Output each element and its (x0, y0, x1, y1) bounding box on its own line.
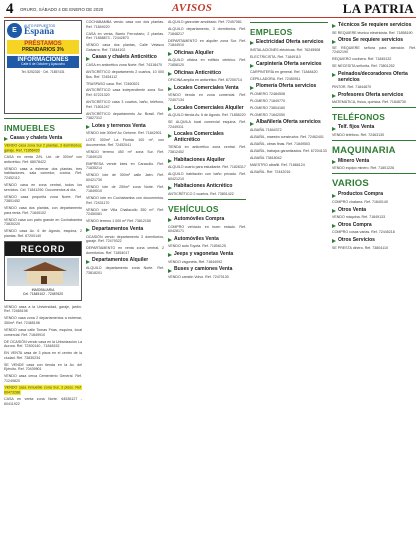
record-line-2: Cel. 71845102 - 72487620 (22, 292, 64, 296)
newspaper-masthead: LA PATRIA (342, 1, 414, 16)
ad-text: DE OCASIÓN vendo casa en la Urbanización La Aurora. Ref. 72300140 - 71848152 (4, 339, 82, 349)
espana-promo-title: PRÉSTAMOS (24, 41, 62, 47)
classified-ad (168, 244, 246, 249)
classified-ad (250, 142, 328, 147)
record-name: RECORD (5, 242, 81, 256)
espana-contact: Tel. 5252320 · Cel. 71857431 (21, 69, 65, 74)
ad-text: VENDO lote de 300m² calle Jaén. Ref. 60421730 (86, 173, 164, 182)
section-rule (250, 22, 328, 23)
arrow-right-icon (250, 64, 254, 68)
ad-text: VENDO camión Volvo. Ref. 72470130 (168, 274, 229, 279)
category-title: Profesores Oferta servicios (338, 91, 404, 98)
category-heading (332, 72, 416, 83)
ad-text: VENDO lote de 250m² zona Norte. Ref. 71849010 (86, 184, 164, 194)
column-3 (168, 20, 246, 542)
ad-text: VENDO casa en zona central, todos los servicios. Cel. 71841290. Documentos al día. (4, 182, 82, 192)
category-title: Locales Comerciales Alquiler (174, 104, 244, 111)
espana-info-detail: Calle 6 de Octubre y Ayacucho (21, 62, 65, 67)
classified-section-heading: TELÉFONOS (332, 112, 385, 123)
ad-text: CASA en venta Z/N. Lte. de 300m² con anticrético. Ref. 68078422 (4, 155, 82, 164)
classified-ad (332, 230, 416, 235)
classified-ad (86, 235, 164, 244)
category-title: Albañilería Oferta servicios (256, 119, 321, 126)
section-rule (4, 118, 82, 119)
category-title: Telf. fijos Venta (338, 124, 375, 131)
ad-text: ALBAÑIL 71844372 (250, 128, 282, 133)
espana-info (7, 56, 79, 68)
classified-ad (168, 113, 246, 118)
classified-ad (86, 219, 164, 224)
classified-ad (250, 149, 328, 154)
espana-promo (7, 40, 79, 54)
ad-text: VENDO vagoneta. Ref. 71844092 (168, 259, 223, 264)
ad-text: OFICINA amplia en anticrético. Ref. 67200714 (168, 78, 242, 83)
category-title: Habitaciones Anticrético (174, 183, 233, 190)
classified-section-heading: VARIOS (332, 178, 369, 190)
classified-ad (86, 266, 164, 275)
category-title: Locales Comerciales Venta (174, 84, 239, 91)
ad-text: SE PRESTA dinero. Ref. 73804110 (332, 245, 389, 250)
classified-ad (168, 27, 246, 36)
ad-text: SE NECESITA señorita. Ref. 73801252 (332, 64, 395, 69)
ad-text: VENDO casa a estrenar dos plantas, tres habitaciones, sala comedor, cocina. Ref. 72452112 (4, 166, 82, 180)
ad-text: VENDO terreno 1 000 m² Ref. 73812150 (86, 219, 151, 224)
classified-ad (4, 386, 82, 395)
category-title: Otros Venta (338, 206, 367, 213)
category-heading (332, 192, 416, 198)
arrow-right-icon (168, 218, 172, 222)
arrow-right-icon (168, 159, 172, 163)
classified-ad (4, 305, 82, 314)
highlighted-ad-text: VENDO casa inmueble zona Sur, 3 pisos. Ref. 60473288 (4, 385, 82, 395)
classified-ad (86, 70, 164, 79)
classified-ad (168, 39, 246, 48)
ad-text: CASA en venta zona Norte. 64536127 - 60411922 (4, 397, 82, 407)
classified-ad (332, 31, 416, 36)
category-heading (332, 125, 416, 131)
classified-ad (332, 133, 416, 138)
edition-date: ORURO, SÁBADO 4 DE ENERO DE 2020 (20, 7, 104, 12)
ad-text: COMPRO vehículo en buen estado. Ref. 60428171 (168, 224, 246, 234)
page-number: 4 (6, 1, 14, 17)
ad-text: VENDO lote en Cochabamba con documentos. Ref. 72431170 (86, 196, 164, 205)
classified-ad (86, 82, 164, 87)
arrow-right-icon (332, 239, 336, 243)
classified-ad (250, 106, 328, 111)
ad-text: VENDO casa zona 2 departamentos a estrenar, 350m². Ref. 72465198 (4, 316, 82, 325)
ad-text: VENDO lote Villa Challacollo 350 m². Ref. 72450081 (86, 207, 164, 217)
classified-section-heading: INMUEBLES (4, 123, 56, 133)
ad-text: VENDO tienda en zona comercial. Ref. 72407134 (168, 93, 246, 102)
house-door-icon (41, 276, 47, 284)
arrow-right-icon (332, 94, 336, 98)
ad-text: ALBAÑIL. Ref. 72442016 (250, 169, 291, 174)
classified-ad (332, 46, 416, 55)
classified-ad (4, 351, 82, 360)
arrow-right-icon (332, 209, 336, 213)
ad-text: ANTICRÉTICO departamento 2 cuartos, 10 000 $us. Ref. 72454112 (86, 69, 164, 79)
classified-ad (250, 135, 328, 140)
category-heading (168, 132, 246, 143)
house-roof-icon (23, 262, 67, 271)
ad-text: PLOMERO 71849770 (250, 98, 285, 103)
section-rule (168, 199, 246, 200)
category-heading (250, 120, 328, 126)
category-title: Plomería Oferta servicios (256, 83, 317, 90)
ad-text: ALQUILO departamento, 3 dormitorios. Ref. 71848217 (168, 26, 246, 36)
classified-ad (4, 167, 82, 181)
category-title: Automóviles Compra (174, 215, 225, 222)
classified-ad (4, 328, 82, 337)
arrow-right-icon (332, 224, 336, 228)
ad-text: ALBAÑIL, maestro constructor. Ref. 72462401 (250, 135, 324, 140)
classified-ad (86, 131, 164, 136)
classified-ad (4, 363, 82, 372)
arrow-right-icon (168, 72, 172, 76)
ad-text: DEPARTAMENTO en alquiler zona Sur. Ref. 71844910 (168, 38, 246, 48)
ad-text: SE REQUIERE señora para atención. Ref. 72402190 (332, 45, 416, 55)
arrow-right-icon (332, 160, 336, 164)
record-ad-slot (4, 241, 82, 305)
arrow-right-icon (168, 107, 172, 111)
category-heading (168, 106, 246, 112)
record-line-1: INMOBILIARIA (31, 288, 55, 292)
ad-text: ALQUILO departamento zona Norte. Ref. 73818201 (86, 266, 164, 275)
category-title: Productos Compra (338, 191, 384, 198)
classified-ad (86, 20, 164, 29)
classified-ad (86, 63, 164, 68)
arrow-right-icon (168, 253, 172, 257)
ad-text: ALQUILO habitación con baño privado. Ref. 60421210 (168, 172, 246, 181)
ad-text: VENDO auto Toyota. Ref. 71806125 (168, 244, 226, 249)
ad-text: PLOMERO 72484508 (250, 91, 285, 96)
ad-text: PINTOR. Ref. 71844870 (332, 85, 372, 90)
ad-text: REQUIERO cocinera. Ref. 71845132 (332, 57, 392, 62)
espana-brand-top: AUTO REPUESTOS (24, 24, 56, 28)
category-heading (86, 258, 164, 264)
ad-text: SE REQUIERE técnico electricista. Ref. 71858190 (332, 30, 413, 35)
ad-text: LOTE 300m² La Florida 100 m², con documentos. Ref. 72452041 (86, 138, 164, 147)
ad-text: VENDO casa pequeña zona Norte. Ref. 73801452 (4, 194, 82, 204)
ad-text: OCASIÓN vendo departamento 3 dormitorios, garaje. Ref. 72479322 (86, 234, 164, 244)
arrow-right-icon (250, 86, 254, 90)
category-title: Otros Servicios (338, 237, 375, 244)
arrow-right-icon (332, 24, 336, 28)
ad-text: DEPARTAMENTO en venta zona central, 2 dormitorios. Ref. 71854017 (86, 246, 164, 255)
category-heading (168, 86, 246, 92)
ad-text: VENDO casa calle Tomas Frías, esquina, local comercial. Ref. 71849910 (4, 327, 82, 337)
category-title: Departamentos Venta (92, 226, 144, 233)
classified-ad (86, 173, 164, 182)
arrow-right-icon (250, 41, 254, 45)
ad-text: PLOMERO 73804160 (250, 105, 285, 110)
column-2-listings (86, 20, 164, 275)
classified-ad (332, 57, 416, 62)
category-heading (168, 51, 246, 57)
classified-ad (86, 150, 164, 159)
classified-ad (4, 218, 82, 227)
arrow-right-icon (86, 228, 90, 232)
category-title: Minero Venta (338, 157, 370, 164)
column-5 (332, 20, 416, 542)
category-title: Habitaciones Alquiler (174, 156, 225, 163)
record-display-ad (4, 241, 82, 301)
arrow-right-icon (168, 238, 172, 242)
category-heading (168, 217, 246, 223)
category-heading (86, 227, 164, 233)
category-heading (250, 40, 328, 46)
ad-text: VENDO terreno 450 m² zona Sur. Ref. 71849120 (86, 149, 164, 159)
category-title: Departamentos Alquiler (92, 257, 149, 264)
ad-text: VENDO casa Av. 6 de Agosto, esquina, 2 plantas. Ref. 67200140 (4, 229, 82, 238)
arrow-right-icon (86, 125, 90, 129)
classified-ad (168, 58, 246, 67)
classified-ad (86, 100, 164, 109)
classified-ad (250, 77, 328, 82)
ad-text: TRASPASO casa. Ref. 72460521 (86, 81, 140, 86)
classified-ad (332, 166, 416, 171)
ad-text: EMPRESA vende lotes en Caracollo. Ref. 71835214 (86, 161, 164, 171)
classified-ad (86, 138, 164, 147)
ad-text: VENDO casa con patio grande en Cochabamba 73830220 (4, 217, 82, 227)
ad-text: MATEMÁTICA, física, química. Ref. 71848730 (332, 100, 406, 105)
ad-text: ALBAÑIL, trabajos garantizados. Ref. 67204133 (250, 149, 327, 154)
classified-ad (168, 93, 246, 102)
category-title: Oficinas Anticrético (174, 69, 222, 76)
ad-text: VENDO casa dos plantas, Calle Velasco Galvarro. Ref. 71844102 (86, 43, 164, 52)
arrow-right-icon (86, 57, 90, 61)
classified-ad (168, 275, 246, 280)
category-heading (332, 208, 416, 214)
ad-text: PLOMERO 71842050 (250, 112, 285, 117)
classified-ad (250, 99, 328, 104)
category-heading (168, 252, 246, 258)
classified-ad (4, 229, 82, 238)
column-4 (250, 20, 328, 542)
category-heading (168, 71, 246, 77)
classified-ad (168, 145, 246, 154)
highlighted-ad-text: VENDO casa zona Sur 2 plantas, 3 dormitorios, garaje. Ref. 71856420 (4, 143, 82, 153)
category-heading (168, 237, 246, 243)
classified-ad (168, 165, 246, 170)
classified-ad (250, 113, 328, 118)
ad-text: VENDO teléfono. Ref. 72463130 (332, 132, 385, 137)
category-title: Jeeps y vagonetas Venta (174, 250, 234, 257)
classified-ad (168, 78, 246, 83)
column-2 (86, 20, 164, 542)
classified-ad (332, 85, 416, 90)
ad-text: TIENDA en anticrético zona central. Ref. 73812452 (168, 145, 246, 155)
arrow-right-icon (168, 134, 172, 138)
espana-promo-subtitle: PRENDARIOS 3% (22, 47, 64, 54)
category-title: Locales Comerciales Anticrético (174, 131, 224, 143)
category-heading (168, 158, 246, 164)
ad-text: ALQUILO garzonier amoblado. Ref. 72457081 (168, 20, 242, 24)
ad-text: COMPRO cosas varias. Ref. 72445218 (332, 230, 395, 235)
ad-text: VENDO casa dos plantas, con departamento para renta. Ref. 71845102 (4, 206, 82, 215)
arrow-right-icon (168, 87, 172, 91)
classified-section-heading: MAQUINARIA (332, 144, 396, 156)
classified-ad (4, 316, 82, 325)
section-rule (332, 173, 416, 174)
ad-text: ALQUILO cuarto para estudiante. Ref. 71826317 (168, 165, 246, 170)
classified-ad (250, 156, 328, 161)
classified-ad (86, 162, 164, 171)
category-heading (332, 23, 416, 29)
classified-ad (86, 88, 164, 97)
classified-ad (332, 100, 416, 105)
section-title: AVISOS (172, 2, 213, 14)
arrow-right-icon (332, 40, 336, 44)
arrow-right-icon (332, 194, 336, 198)
category-title: Otros Compra (338, 221, 372, 228)
classified-ad (86, 185, 164, 194)
arrow-right-icon (4, 137, 8, 141)
classified-ad (332, 215, 416, 220)
espana-logo-icon: E (7, 23, 22, 38)
classified-ad (168, 192, 246, 197)
category-title: Lotes y terrenos Venta (92, 122, 146, 129)
category-title: Casas y chalets Venta (10, 135, 63, 141)
category-heading (86, 55, 164, 61)
espana-brand: España (24, 27, 55, 37)
arrow-right-icon (168, 52, 172, 56)
classified-ad (250, 170, 328, 175)
ad-text: SE ALQUILA local comercial esquina. Ref. 72449311 (168, 120, 246, 129)
classified-ad (86, 43, 164, 52)
classified-ad (168, 260, 246, 265)
category-heading (332, 93, 416, 99)
classified-ad (4, 374, 82, 383)
arrow-right-icon (332, 127, 336, 131)
espana-display-ad (4, 20, 82, 114)
category-heading (332, 38, 416, 44)
ad-text: EN VENTA casa de 3 pisos en el centro de la ciudad. Ref. 73830234 (4, 351, 82, 360)
category-heading (86, 124, 164, 130)
column-5-listings (332, 23, 416, 250)
ad-text: CASA en anticrético zona Norte. Ref. 74318470 (86, 62, 163, 67)
classified-ad (86, 208, 164, 217)
category-title: Automóviles Venta (174, 235, 219, 242)
ad-text: VENDO equipo minero. Ref. 71801226 (332, 166, 395, 171)
classified-ad (86, 112, 164, 121)
category-heading (250, 62, 328, 68)
ad-text: SE VENDE casa con tienda en la Av. del Ejército. Ref. 70439901 (4, 362, 82, 372)
section-rule (332, 107, 416, 108)
arrow-right-icon (86, 260, 90, 264)
category-title: Peinados/decoradores Oferta servicios (338, 70, 408, 83)
classified-ad (168, 20, 246, 25)
espana-info-title: INFORMACIONES (17, 57, 69, 64)
classified-ad (86, 246, 164, 255)
category-title: Otros Se requiere servicios (338, 37, 404, 44)
category-heading (168, 267, 246, 273)
classified-section-heading: VEHÍCULOS (168, 203, 219, 214)
classified-ad (168, 225, 246, 234)
classified-ad (4, 340, 82, 349)
ad-text: CASA en venta, Barrio Ferroviario, 2 plantas. Ref. 71858873 - 72442873 (86, 31, 164, 41)
house-illustration (7, 258, 79, 286)
category-title: Casas y chalets Anticrético (92, 54, 157, 61)
ad-text: MAESTRO albañil. Ref. 71866124 (250, 163, 305, 167)
category-heading (332, 159, 416, 165)
category-title: Oficinas Alquiler (174, 49, 214, 56)
classified-section-heading: EMPLEOS (250, 27, 293, 37)
classified-ad (4, 397, 82, 406)
category-title: Carpintería Oferta servicios (256, 61, 322, 68)
classified-ad (250, 92, 328, 97)
arrow-right-icon (168, 186, 172, 190)
column-4-listings (250, 22, 328, 175)
ad-text: ALQUILO tienda Av. 6 de Agosto. Ref. 71858220 (168, 113, 246, 118)
ad-text: ANTICRÉTICO 2 cuartos. Ref. 73801422 (168, 192, 234, 196)
category-heading (250, 84, 328, 90)
classified-ad (250, 70, 328, 75)
category-title: Buses y camiones Venta (174, 266, 233, 273)
category-heading (4, 136, 82, 142)
classified-ad (86, 196, 164, 205)
ad-text: ANTICRÉTICO departamento Av. Brasil. Ref. 73827312 (86, 111, 164, 121)
ad-text: CARPINTERÍA en general. Ref. 71848420 (250, 69, 318, 74)
ad-text: VENDO máquina. Ref. 71849133 (332, 215, 386, 220)
category-title: Técnicos Se requiere servicios (338, 22, 412, 28)
ad-text: VENDO lote 300m² Av. Dehene. Ref. 71842901 (86, 131, 162, 136)
section-rule (332, 140, 416, 141)
classified-ad (250, 128, 328, 133)
ad-text: ALBAÑIL, obras finas. Ref. 71849503 (250, 142, 310, 147)
classified-ad (4, 144, 82, 153)
ad-text: CEPILLADORA. Ref. 72450911 (250, 76, 301, 81)
arrow-right-icon (332, 73, 336, 77)
classified-ad (168, 120, 246, 129)
classified-ad (168, 172, 246, 181)
column-3-listings (168, 20, 246, 279)
category-title: Electricidad Oferta servicios (256, 39, 324, 45)
ad-text: ANTICRÉTICO casa independiente zona Sur. Ref. 67221320 (86, 88, 164, 98)
page-header (4, 2, 416, 18)
ad-text: ELECTRICISTA. Ref. 71849110 (250, 54, 301, 59)
category-heading (332, 238, 416, 244)
ad-text: ANTICRÉTICO casa 3 cuartos, baño, teléfono, Ref. 71801247 (86, 100, 164, 109)
classified-ad (250, 48, 328, 53)
ad-text: INSTALACIONES eléctricas. Ref. 76245908 (250, 47, 321, 52)
category-heading (332, 223, 416, 229)
classified-ad (332, 64, 416, 69)
classified-ad (250, 163, 328, 168)
arrow-right-icon (168, 269, 172, 273)
arrow-right-icon (250, 122, 254, 126)
ad-text: ALBAÑIL 73818042 (250, 156, 282, 161)
classified-ad (250, 55, 328, 60)
classified-ad (4, 183, 82, 192)
category-heading (168, 184, 246, 190)
classified-ad (4, 206, 82, 215)
ad-text: VENDO casa cerca Cementerio General. Ref. 71249820 (4, 374, 82, 383)
classified-ad (4, 195, 82, 204)
ad-text: VENDO casa a la Universidad, garaje, jardín. Ref. 72465198 (4, 304, 82, 314)
classified-ad (332, 200, 416, 205)
classified-ad (332, 246, 416, 251)
ad-text: COCHABAMBA vendo casa con dos plantas. Ref. 71849220 (86, 20, 164, 29)
ad-text: COMPRO chatarra. Ref. 71840140 (332, 200, 388, 205)
ad-text: ALQUILO oficina en edificio céntrico. Ref. 71858120 (168, 58, 246, 67)
classified-ad (4, 155, 82, 164)
classified-ad (86, 32, 164, 41)
